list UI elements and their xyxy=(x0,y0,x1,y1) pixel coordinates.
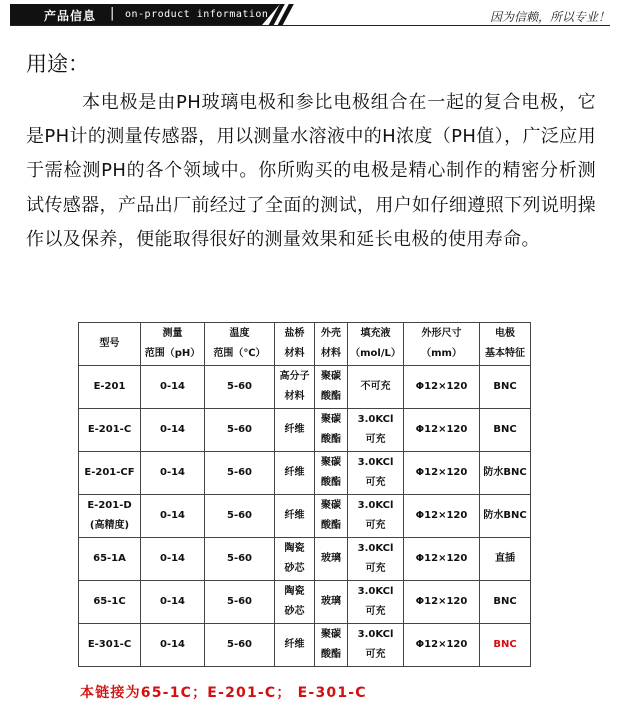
cell-text: 可充 xyxy=(365,434,386,445)
column-header-text: 材料 xyxy=(321,348,341,359)
cell-text: Φ12×120 xyxy=(415,596,468,607)
column-header-text: 盐桥 xyxy=(284,328,305,339)
table-cell xyxy=(315,495,348,538)
cell-text: Φ12×120 xyxy=(415,639,468,650)
table-cell xyxy=(79,581,141,624)
column-header xyxy=(141,323,205,366)
table-cell xyxy=(79,495,141,538)
cell-text: 砂芯 xyxy=(284,563,305,574)
cell-text: 砂芯 xyxy=(284,606,305,617)
cell-text: 可充 xyxy=(365,649,386,660)
banner-separator: | xyxy=(110,6,115,21)
cell-text: 陶瓷 xyxy=(284,543,305,554)
cell-text: BNC xyxy=(493,424,517,435)
table-row xyxy=(79,366,531,409)
cell-text: E-201-D xyxy=(87,500,132,511)
table-cell xyxy=(275,538,315,581)
cell-text: 65-1C xyxy=(93,596,126,607)
banner-underline xyxy=(10,25,610,26)
table-cell xyxy=(480,538,531,581)
cell-text: 防水BNC xyxy=(483,510,527,521)
cell-text: 3.0KCl xyxy=(357,457,394,468)
table-cell xyxy=(348,366,404,409)
cell-text: 5-60 xyxy=(226,553,253,564)
cell-text: BNC xyxy=(493,381,517,392)
cell-text: 3.0KCl xyxy=(357,543,394,554)
cell-text: 可充 xyxy=(365,606,386,617)
banner-slogan: 因为信赖，所以专业！ xyxy=(489,10,610,24)
table-cell xyxy=(480,495,531,538)
table-row xyxy=(79,624,531,667)
cell-text: E-201-C xyxy=(87,424,132,435)
table-cell xyxy=(79,409,141,452)
table-cell xyxy=(480,581,531,624)
table-cell xyxy=(404,624,480,667)
cell-text: 陶瓷 xyxy=(284,586,305,597)
cell-text: 纤维 xyxy=(284,639,305,650)
column-header-text: 材料 xyxy=(284,348,305,359)
section-title: 用途： xyxy=(26,52,89,76)
table-row xyxy=(79,538,531,581)
cell-text: 玻璃 xyxy=(321,596,341,607)
column-header-text: 电极 xyxy=(495,328,515,339)
table-cell xyxy=(480,409,531,452)
cell-text: 3.0KCl xyxy=(357,586,394,597)
table-cell xyxy=(205,366,275,409)
table-cell xyxy=(348,624,404,667)
column-header xyxy=(275,323,315,366)
cell-text: Φ12×120 xyxy=(415,381,468,392)
table-cell xyxy=(205,538,275,581)
section-banner xyxy=(10,4,610,26)
column-header xyxy=(315,323,348,366)
cell-text: 0-14 xyxy=(159,639,186,650)
table-cell xyxy=(275,409,315,452)
table-cell xyxy=(205,409,275,452)
intro-paragraph: 本电极是由PH玻璃电极和参比电极组合在一起的复合电极，它是PH计的测量传感器，用以测量水溶液中的H浓度（PH值），广泛应用于需检测PH的各个领域中。你所购买的电极是精心制作的精密分析测试传感器，产品出厂前经过了全面的测试，用户如仔细遵照下列说明操作以及保养，便能取得很好的测量效果和延长电极的使用寿命。 xyxy=(26,92,596,250)
table-cell xyxy=(141,581,205,624)
cell-text: 5-60 xyxy=(226,381,253,392)
column-header xyxy=(404,323,480,366)
table-cell xyxy=(480,452,531,495)
table-cell xyxy=(205,624,275,667)
cell-text: 3.0KCl xyxy=(357,629,394,640)
column-header-text: 范围（℃） xyxy=(213,348,266,359)
cell-text: 可充 xyxy=(365,563,386,574)
table-row xyxy=(79,409,531,452)
cell-text: BNC xyxy=(493,639,517,650)
cell-text: Φ12×120 xyxy=(415,424,468,435)
cell-text: Φ12×120 xyxy=(415,467,468,478)
cell-text: 高分子 xyxy=(279,371,310,382)
cell-text: 酸酯 xyxy=(321,391,341,402)
table-cell xyxy=(315,624,348,667)
cell-text: 酸酯 xyxy=(321,649,341,660)
table-cell xyxy=(480,624,531,667)
column-header-text: 温度 xyxy=(229,328,250,339)
table-cell xyxy=(275,624,315,667)
table-cell xyxy=(205,581,275,624)
column-header xyxy=(480,323,531,366)
cell-text: 玻璃 xyxy=(321,553,341,564)
cell-text: 纤维 xyxy=(284,510,305,521)
spec-table xyxy=(78,322,531,667)
banner-title: 产品信息 xyxy=(44,9,97,23)
footer-note: 本链接为65-1C；E-201-C； E-301-C xyxy=(80,685,367,701)
column-header-text: （mol/L） xyxy=(350,348,401,359)
table-cell xyxy=(275,581,315,624)
table-cell xyxy=(275,452,315,495)
table-cell xyxy=(348,452,404,495)
cell-text: 材料 xyxy=(284,391,305,402)
table-cell xyxy=(315,366,348,409)
table-cell xyxy=(275,495,315,538)
table-cell xyxy=(348,409,404,452)
table-cell xyxy=(315,581,348,624)
table-cell xyxy=(205,495,275,538)
cell-text: (高精度) xyxy=(89,520,130,531)
cell-text: 0-14 xyxy=(159,381,186,392)
column-header-text: 型号 xyxy=(99,338,120,349)
table-cell xyxy=(205,452,275,495)
table-cell xyxy=(404,366,480,409)
table-cell xyxy=(141,409,205,452)
banner-subtitle: on-product information xyxy=(125,9,269,20)
cell-text: 3.0KCl xyxy=(357,500,394,511)
cell-text: 0-14 xyxy=(159,424,186,435)
table-cell xyxy=(348,495,404,538)
cell-text: E-301-C xyxy=(87,639,132,650)
column-header-text: 基本特征 xyxy=(485,348,525,359)
table-cell xyxy=(141,538,205,581)
cell-text: 聚碳 xyxy=(321,629,341,640)
table-cell xyxy=(480,366,531,409)
table-body xyxy=(79,366,531,667)
cell-text: 5-60 xyxy=(226,596,253,607)
table-cell xyxy=(404,495,480,538)
cell-text: E-201-CF xyxy=(84,467,135,478)
table-header-row xyxy=(79,323,531,366)
cell-text: E-201 xyxy=(93,381,126,392)
column-header-text: 范围（pH） xyxy=(144,348,201,359)
table-cell xyxy=(79,452,141,495)
cell-text: 聚碳 xyxy=(321,371,341,382)
table-cell xyxy=(315,409,348,452)
cell-text: 0-14 xyxy=(159,596,186,607)
cell-text: 酸酯 xyxy=(321,477,341,488)
cell-text: 0-14 xyxy=(159,510,186,521)
cell-text: 不可充 xyxy=(360,381,391,392)
table-cell xyxy=(141,624,205,667)
column-header-text: 外形尺寸 xyxy=(421,328,462,339)
cell-text: Φ12×120 xyxy=(415,553,468,564)
table-cell xyxy=(315,538,348,581)
table-row xyxy=(79,581,531,624)
cell-text: 5-60 xyxy=(226,639,253,650)
cell-text: 5-60 xyxy=(226,467,253,478)
table-cell xyxy=(348,581,404,624)
cell-text: 聚碳 xyxy=(321,414,341,425)
cell-text: 65-1A xyxy=(93,553,126,564)
table-cell xyxy=(141,495,205,538)
cell-text: 5-60 xyxy=(226,424,253,435)
table-cell xyxy=(348,538,404,581)
table-cell xyxy=(404,538,480,581)
column-header-text: （mm） xyxy=(421,348,462,359)
cell-text: 酸酯 xyxy=(321,434,341,445)
table-cell xyxy=(404,409,480,452)
cell-text: 5-60 xyxy=(226,510,253,521)
column-header xyxy=(205,323,275,366)
cell-text: 0-14 xyxy=(159,553,186,564)
cell-text: 0-14 xyxy=(159,467,186,478)
cell-text: 聚碳 xyxy=(321,457,341,468)
cell-text: BNC xyxy=(493,596,517,607)
column-header-text: 填充液 xyxy=(360,328,391,339)
table-cell xyxy=(141,366,205,409)
table-cell xyxy=(275,366,315,409)
cell-text: 直插 xyxy=(495,553,515,564)
cell-text: Φ12×120 xyxy=(415,510,468,521)
table-row xyxy=(79,452,531,495)
cell-text: 酸酯 xyxy=(321,520,341,531)
table-cell xyxy=(79,624,141,667)
table-cell xyxy=(141,452,205,495)
table-cell xyxy=(79,366,141,409)
cell-text: 防水BNC xyxy=(483,467,527,478)
column-header xyxy=(348,323,404,366)
column-header xyxy=(79,323,141,366)
column-header-text: 测量 xyxy=(162,328,183,339)
table-cell xyxy=(404,581,480,624)
table-cell xyxy=(404,452,480,495)
cell-text: 可充 xyxy=(365,520,386,531)
cell-text: 3.0KCl xyxy=(357,414,394,425)
cell-text: 可充 xyxy=(365,477,386,488)
cell-text: 聚碳 xyxy=(321,500,341,511)
table-cell xyxy=(79,538,141,581)
table-cell xyxy=(315,452,348,495)
table-row xyxy=(79,495,531,538)
cell-text: 纤维 xyxy=(284,467,305,478)
column-header-text: 外壳 xyxy=(321,328,341,339)
cell-text: 纤维 xyxy=(284,424,305,435)
